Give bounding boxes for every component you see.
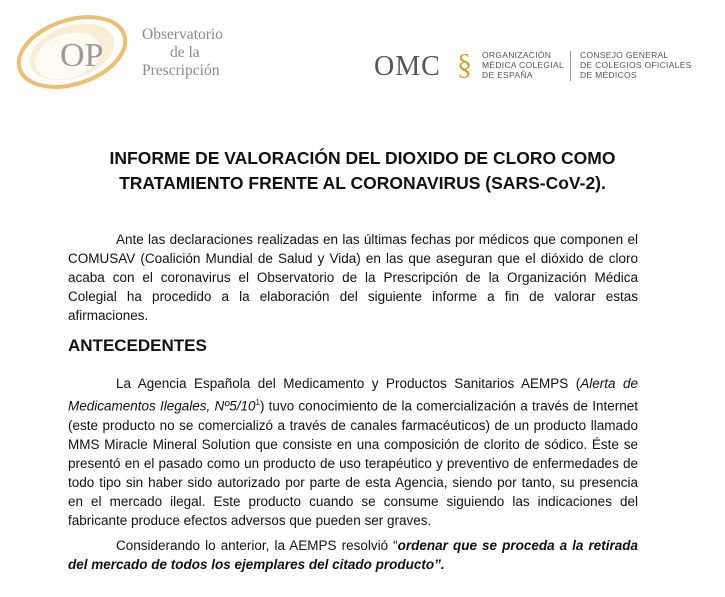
footnote-marker: 1 bbox=[255, 398, 260, 407]
p3-quoted-resolution: ordenar que se proceda a la retirada del mercado de todos los ejemplares del citado producto”. bbox=[68, 538, 639, 572]
omc-consejo-name bbox=[580, 51, 700, 80]
op-name bbox=[142, 26, 223, 79]
p3-start: Considerando lo anterior, la AEMPS resolvió “ bbox=[116, 538, 398, 553]
p2-alert-reference: Alerta de Medicamentos Ilegales, Nº5/10 bbox=[68, 376, 638, 414]
op-name-line3: Prescripción bbox=[142, 61, 220, 79]
p2-rest: ) tuvo conocimiento de la comercialización a través de Internet (este producto no se comercializó a través de canales farmacéuticos) de un producto llamado MMS Miracle Mineral Solution que consiste en una composición de clorito de sódico. Éste se presentó en el pasado como un producto de uso terapéutico y preventivo de enfermedades de todo tipo sin haber sido autorizado por parte de esta Agencia, siendo por tanto, su presencia en el mercado ilegal. Este producto cuando se consume siguiendo las indicaciones del fabricante produce efectos adversos que pueden ser graves. bbox=[68, 398, 638, 528]
omc-logo bbox=[366, 41, 706, 91]
op-name-line1: Observatorio bbox=[142, 26, 223, 43]
section-heading-antecedentes: ANTECEDENTES bbox=[68, 336, 207, 355]
svg-text:§: § bbox=[457, 48, 472, 81]
omc-organization-name bbox=[482, 51, 572, 80]
op-emblem-icon bbox=[10, 10, 130, 90]
document-title bbox=[40, 146, 685, 195]
omc-divider bbox=[570, 51, 571, 81]
observatorio-logo bbox=[10, 10, 230, 90]
op-name-line2: de la bbox=[170, 43, 200, 61]
resolution-paragraph bbox=[68, 536, 638, 574]
p2-start: La Agencia Española del Medicamento y Productos Sanitarios AEMPS ( bbox=[116, 376, 581, 391]
omc-org-line3: DE ESPAÑA bbox=[482, 69, 533, 80]
antecedentes-paragraph bbox=[68, 374, 638, 530]
title-line1: INFORME DE VALORACIÓN DEL DIOXIDO DE CLORO COMO bbox=[109, 148, 616, 168]
intro-paragraph: Ante las declaraciones realizadas en las últimas fechas por médicos que componen el COMUSAV (Coalición Mundial de Salud y Vida) en las que aseguran que el dióxido de cloro acaba con el coronavirus el Observatorio de la Prescripción de la Organización Médica Colegial ha procedido a la elaboración del siguiente informe a fin de valorar estas afirmaciones. bbox=[68, 232, 638, 323]
title-line2: TRATAMIENTO FRENTE AL CORONAVIRUS (SARS-CoV-2). bbox=[119, 172, 606, 193]
omc-consejo-line2: DE COLEGIOS OFICIALES bbox=[580, 59, 692, 70]
op-initials: OP bbox=[60, 37, 104, 74]
omc-org-line2: MÉDICA COLEGIAL bbox=[482, 59, 564, 70]
omc-consejo-line1: CONSEJO GENERAL bbox=[580, 50, 669, 60]
omc-consejo-line3: DE MÉDICOS bbox=[580, 69, 637, 80]
omc-acronym: OMC bbox=[374, 51, 441, 82]
omc-org-line1: ORGANIZACIÓN bbox=[482, 50, 552, 60]
section-symbol-icon bbox=[456, 47, 472, 81]
